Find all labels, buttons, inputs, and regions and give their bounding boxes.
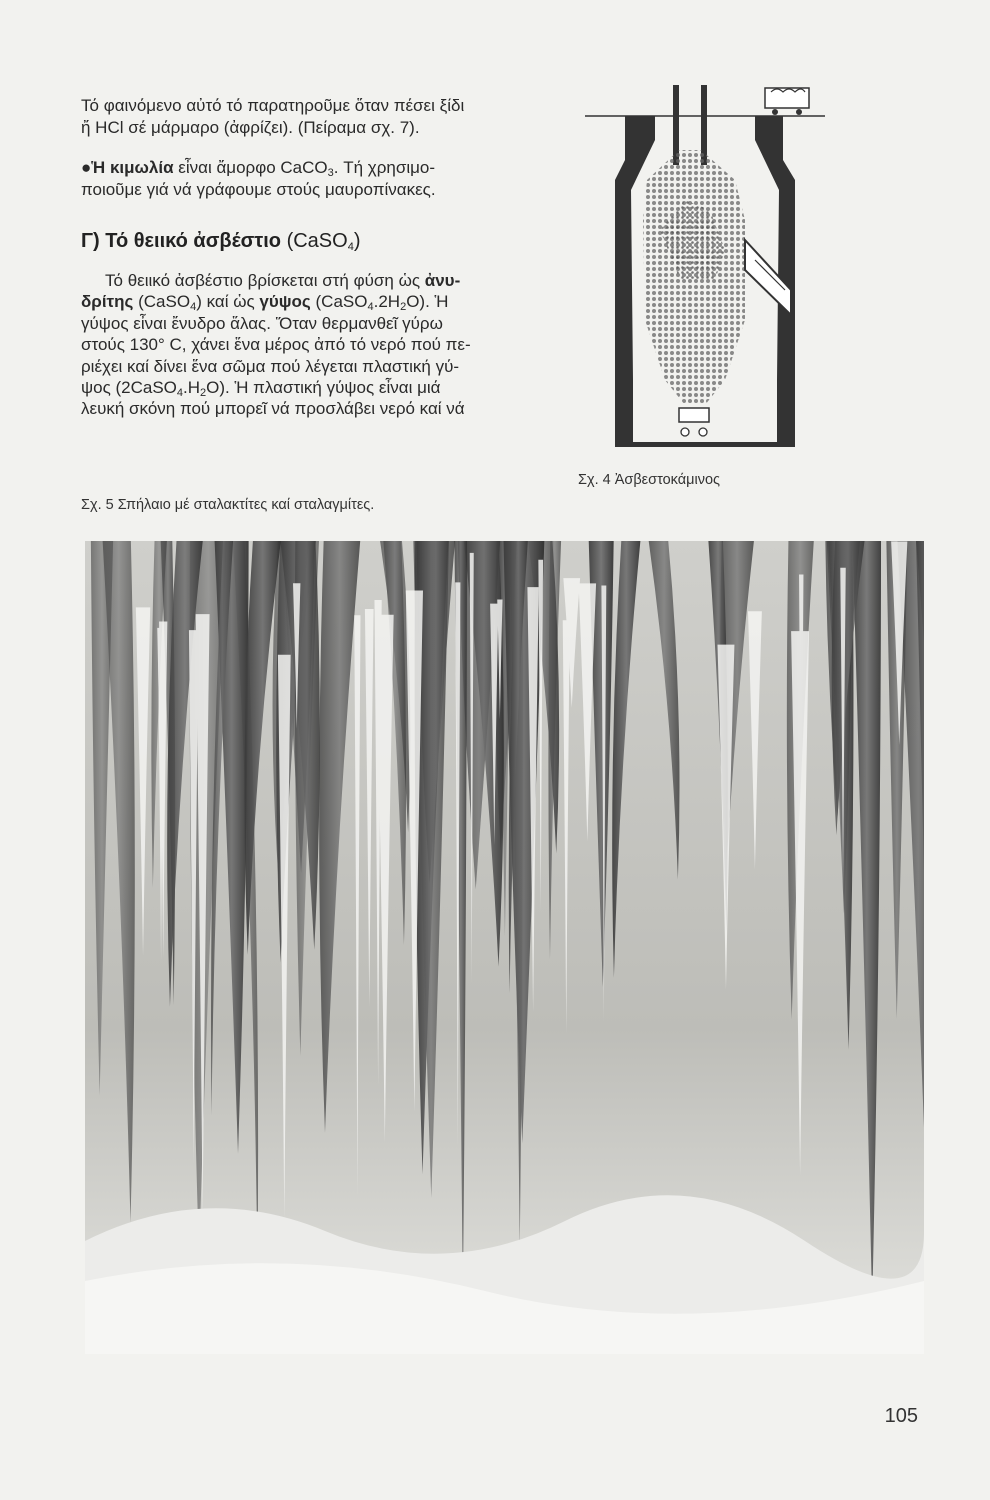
chalk-line-2: ποιοῦμε γιά νά γράφουμε στούς μαυροπίνακες. <box>81 180 436 199</box>
sulfate-l2-e: O). Ἡ <box>406 292 449 312</box>
sulfate-l6-sub2: 2 <box>200 387 207 400</box>
sulfate-line-1 <box>81 270 561 291</box>
sulfate-l2-sub1: 4 <box>190 301 197 314</box>
heading-end: ) <box>353 230 361 252</box>
chalk-term: Ἡ κιμωλία <box>91 158 174 177</box>
sulfate-l6-c: O). Ἡ πλαστική γύψος εἶναι μιά <box>206 378 441 398</box>
section-heading <box>81 230 361 253</box>
sulfate-l1-bold: ἀνυ- <box>424 271 461 290</box>
chalk-sub: 3 <box>327 167 334 179</box>
heading-sub: 4 <box>347 241 354 253</box>
sulfate-l2-sub2: 4 <box>367 301 374 314</box>
figure-5-caption: Σχ. 5 Σπήλαιο μέ σταλακτίτες καί σταλαγμίτες. <box>81 497 375 513</box>
lime-kiln-diagram <box>585 80 825 460</box>
sulfate-l2-bold: δρίτης <box>81 292 134 312</box>
cave-stalactites-photo <box>85 541 924 1354</box>
sulfate-line-3: γύψος εἶναι ἔνυδρο ἅλας. Ὅταν θερμανθεῖ γύρω <box>81 313 443 333</box>
page-number: 105 <box>884 1405 918 1427</box>
sulfate-l6-b: .H <box>183 378 201 398</box>
chalk-text-end: . Τή χρησιμο- <box>333 158 436 177</box>
sulfate-line-4: στούς 130° C, χάνει ἕνα μέρος ἀπό τό νερό πού πε- <box>81 335 471 355</box>
figure-4-caption: Σχ. 4 Ἀσβεστοκάμινος <box>578 472 721 488</box>
bullet-icon: ● <box>81 158 92 177</box>
intro-line-1: Τό φαινόμενο αὐτό τό παρατηροῦμε ὅταν πέσει ξίδι <box>81 96 465 115</box>
sulfate-l2-b: ) καί ὡς <box>196 292 260 312</box>
sulfate-line-6 <box>81 377 561 398</box>
intro-paragraph <box>81 95 561 139</box>
intro-line-2: ἤ HCl σέ μάρμαρο (ἀφρίζει). (Πείραμα σχ. 7). <box>81 118 420 137</box>
heading-title: Γ) Τό θειικό ἀσβέστιο <box>81 230 282 252</box>
sulfate-l2-c: (CaSO <box>310 292 368 312</box>
sulfate-l2-a: (CaSO <box>133 292 191 312</box>
chalk-line-1 <box>81 157 561 179</box>
sulfate-l1-text: Τό θειικό ἀσβέστιο βρίσκεται στή φύση ὡς <box>105 271 425 290</box>
sulfate-line-5: ριέχει καί δίνει ἕνα σῶμα πού λέγεται πλαστική γύ- <box>81 356 460 376</box>
sulfate-l2-d: .2H <box>373 292 401 312</box>
sulfate-line-2 <box>81 291 561 312</box>
sulfate-l2-sub3: 2 <box>400 301 407 314</box>
sulfate-paragraph <box>81 270 561 420</box>
sulfate-line-7: λευκή σκόνη πού μπορεῖ νά προσλάβει νερό καί νά <box>81 399 465 419</box>
sulfate-l6-a: ψος (2CaSO <box>81 378 177 398</box>
heading-formula: (CaSO <box>281 230 348 252</box>
chalk-paragraph <box>81 157 561 201</box>
sulfate-l6-sub1: 4 <box>176 387 184 400</box>
chalk-text: εἶναι ἄμορφο CaCO <box>173 158 328 177</box>
sulfate-l2-bold2: γύψος <box>259 292 311 312</box>
